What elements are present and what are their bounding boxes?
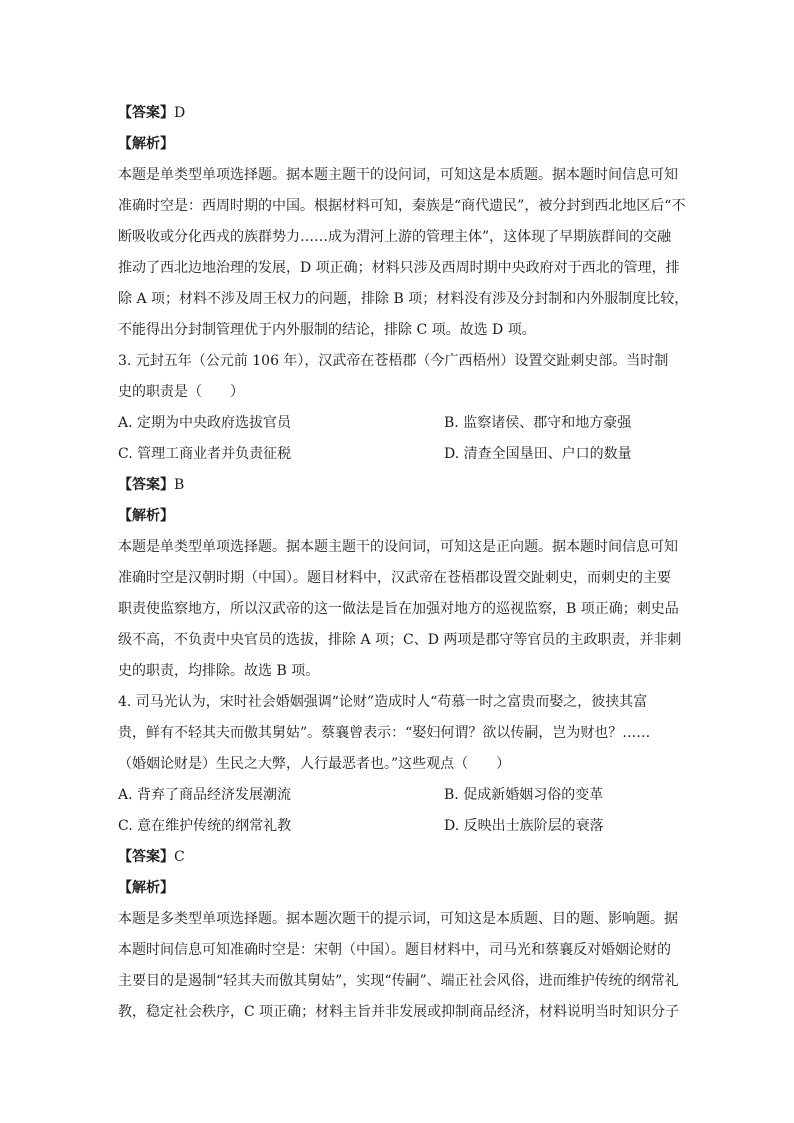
- answer-label: 【答案】: [118, 105, 174, 121]
- q3-option-a: A. 定期为中央政府选拔官员: [118, 415, 292, 431]
- q3-analysis-line: 职责使监察地方，所以汉武帝的这一做法是旨在加强对地方的巡视监察，B 项正确；刺史品: [118, 601, 679, 617]
- q3-stem-line: 史的职责是（ ）: [118, 384, 244, 400]
- q4-analysis-line: 本题时间信息可知准确时空是：宋朝（中国）。题目材料中，司马光和蔡襄反对婚姻论财的: [118, 942, 671, 958]
- answer-value: B: [174, 477, 185, 493]
- q4-analysis-label: 【解析】: [118, 880, 174, 896]
- q2-analysis-line: 除 A 项；材料不涉及周王权力的问题，排除 B 项；材料没有涉及分封制和内外服制度比较，: [118, 291, 689, 307]
- q4-options-row: [118, 811, 678, 842]
- q3-options-row: [118, 439, 678, 470]
- q2-analysis-line: 断吸收或分化西戎的族群势力……成为渭河上游的管理主体”，这体现了早期族群间的交融: [118, 229, 672, 245]
- q4-option-b: B. 促成新婚姻习俗的变革: [444, 787, 604, 803]
- q3-option-b: B. 监察诸侯、郡守和地方豪强: [444, 415, 632, 431]
- q3-options-row: [118, 408, 678, 439]
- q4-analysis-line: 主要目的是遏制“轻其夫而傲其舅姑”，实现“传嗣”、端正社会风俗，进而维护传统的纲常礼: [118, 973, 679, 989]
- q2-analysis-line: 不能得出分封制管理优于内外服制的结论，排除 C 项。故选 D 项。: [118, 322, 536, 338]
- q4-stem-line: 4. 司马光认为，宋时社会婚姻强调“论财”造成时人“苟慕一时之富贵而娶之，彼挟其富: [118, 694, 648, 710]
- q4-option-d: D. 反映出士族阶层的衰落: [444, 818, 604, 834]
- q2-answer: [118, 98, 678, 129]
- q3-analysis-line: 级不高，不负责中央官员的选拔，排除 A 项；C、D 两项是郡守等官员的主政职责，并非刺: [118, 632, 682, 648]
- q4-analysis-line: 教，稳定社会秩序，C 项正确；材料主旨并非发展或抑制商品经济，材料说明当时知识分子: [118, 1004, 680, 1020]
- answer-value: D: [174, 105, 186, 121]
- q4-option-a: A. 背弃了商品经济发展潮流: [118, 787, 292, 803]
- q3-answer: [118, 470, 678, 501]
- q2-analysis-line: 本题是单类型单项选择题。据本题主题干的设问词，可知这是本质题。据本题时间信息可知: [118, 167, 678, 183]
- q3-option-c: C. 管理工商业者并负责征税: [118, 446, 292, 462]
- q4-option-c: C. 意在维护传统的纲常礼教: [118, 818, 292, 834]
- q3-analysis-line: 准确时空是汉朝时期（中国）。题目材料中，汉武帝在苍梧郡设置交趾刺史，而刺史的主要: [118, 570, 671, 586]
- q4-stem-line: 贵，鲜有不轻其夫而傲其舅姑”。蔡襄曾表示：“娶妇何谓？欲以传嗣，岂为财也？……: [118, 725, 651, 741]
- q4-analysis-line: 本题是多类型单项选择题。据本题次题干的提示词，可知这是本质题、目的题、影响题。据: [118, 911, 678, 927]
- q2-analysis-line: 推动了西北边地治理的发展，D 项正确；材料只涉及西周时期中央政府对于西北的管理，排: [118, 260, 680, 276]
- q4-options-row: [118, 780, 678, 811]
- answer-value: C: [174, 849, 185, 865]
- q2-analysis-line: 准确时空是：西周时期的中国。根据材料可知，秦族是“商代遗民”，被分封到西北地区后“不: [118, 198, 686, 214]
- answer-label: 【答案】: [118, 477, 174, 493]
- page-content: [118, 98, 689, 1028]
- q2-analysis-label: 【解析】: [118, 136, 174, 152]
- q4-answer: [118, 842, 678, 873]
- q3-analysis-label: 【解析】: [118, 508, 174, 524]
- q4-stem-line: （婚姻论财是）生民之大弊，人行最恶者也。”这些观点（ ）: [118, 756, 511, 772]
- q3-analysis-line: 本题是单类型单项选择题。据本题主题干的设问词，可知这是正向题。据本题时间信息可知: [118, 539, 678, 555]
- q3-stem-line: 3. 元封五年（公元前 106 年），汉武帝在苍梧郡（今广西梧州）设置交趾刺史部。当时制: [118, 353, 669, 369]
- answer-label: 【答案】: [118, 849, 174, 865]
- q3-analysis-line: 史的职责，均排除。故选 B 项。: [118, 663, 320, 679]
- q3-option-d: D. 清查全国垦田、户口的数量: [444, 446, 632, 462]
